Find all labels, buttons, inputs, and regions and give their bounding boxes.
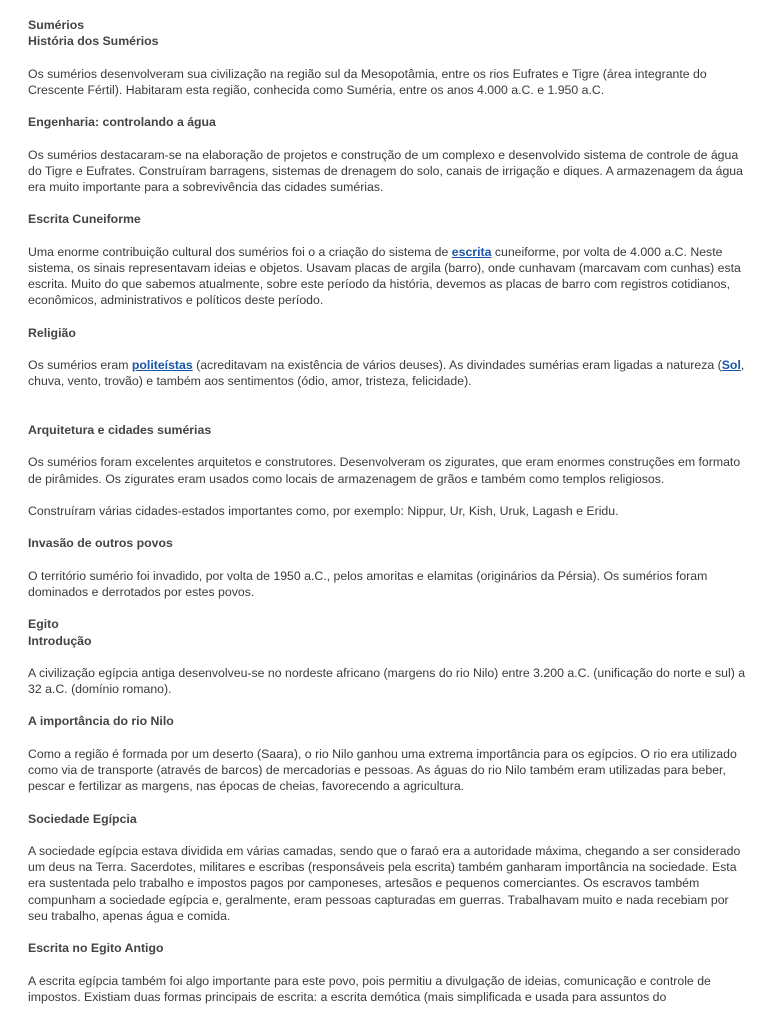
arquitetura-heading: Arquitetura e cidades sumérias <box>28 422 212 437</box>
engenharia-paragraph: Os sumérios destacaram-se na elaboração de projetos e construção de um complexo e desenvolvido sistema de controle de água do Tigre e Eufrates. Construíram barragens, sistemas de drenagem do solo, canais de irrigação e diques. A armazenagem da água era muito importante para a sobrevivência das cidades sumérias. <box>28 147 743 194</box>
spacer <box>28 406 748 422</box>
sol-link[interactable]: Sol <box>721 358 741 373</box>
escrita-egito-heading: Escrita no Egito Antigo <box>28 941 164 956</box>
politeistas-link[interactable]: politeístas <box>131 358 193 373</box>
religiao-text-1: Os sumérios eram <box>28 358 132 373</box>
document-title: Sumérios <box>28 18 85 32</box>
religiao-paragraph <box>28 357 748 389</box>
title-block <box>28 17 748 49</box>
intro-paragraph: Os sumérios desenvolveram sua civilização na região sul da Mesopotâmia, entre os rios Eufrates e Tigre (área integrante do Crescente Fértil). Habitaram esta região, conhecida como Suméria, entre os anos 4.000 a.C. e 1.950 a.C. <box>28 66 707 97</box>
egito-title: Egito <box>28 617 59 632</box>
escrita-heading: Escrita Cuneiforme <box>28 212 141 227</box>
document-subtitle: História dos Sumérios <box>28 34 159 49</box>
engenharia-heading: Engenharia: controlando a água <box>28 115 216 130</box>
egito-title-block <box>28 616 748 648</box>
religiao-text-2: (acreditavam na existência de vários deuses). As divindades sumérias eram ligadas a natureza ( <box>192 358 722 373</box>
escrita-link[interactable]: escrita <box>451 244 492 259</box>
document-page <box>28 17 748 1021</box>
escrita-egito-paragraph: A escrita egípcia também foi algo importante para este povo, pois permitiu a divulgação de ideias, comunicação e controle de impostos. Existiam duas formas principais de escrita: a escrita demótica (mais simplificada e usada para assuntos do <box>28 973 711 1004</box>
nilo-heading: A importância do rio Nilo <box>28 714 174 729</box>
sociedade-paragraph: A sociedade egípcia estava dividida em várias camadas, sendo que o faraó era a autoridade máxima, chegando a ser considerado um deus na Terra. Sacerdotes, militares e escribas (responsáveis pela escrita) também ganharam importância na sociedade. Esta era sustentada pelo trabalho e impostos pagos por camponeses, artesãos e pequenos comerciantes. Os escravos também compunham a sociedade egípcia e, geralmente, eram pessoas capturadas em guerras. Trabalhavam muito e nada recebiam por seu trabalho, apenas água e comida. <box>28 844 741 923</box>
nilo-paragraph: Como a região é formada por um deserto (Saara), o rio Nilo ganhou uma extrema importância para os egípcios. O rio era utilizado como via de transporte (através de barcos) de mercadorias e pessoas. As águas do rio Nilo também eram utilizadas para beber, pescar e fertilizar as margens, nas épocas de cheias, favorecendo a agricultura. <box>28 746 737 794</box>
arquitetura-paragraph: Os sumérios foram excelentes arquitetos e construtores. Desenvolveram os zigurates, que eram enormes construções em formato de pirâmides. Os zigurates eram usados como locais de armazenagem de grãos e também como templos religiosos. <box>28 455 741 486</box>
religiao-heading: Religião <box>28 325 76 340</box>
egito-intro-paragraph: A civilização egípcia antiga desenvolveu-se no nordeste africano (margens do rio Nilo) entre 3.200 a.C. (unificação do norte e sul) a 32 a.C. (domínio romano). <box>28 665 746 697</box>
escrita-text-after: cuneiforme, por volta de 4.000 a.C. Neste sistema, os sinais representavam ideias e objetos. Usavam placas de argila (barro), onde cunhavam (marcavam com cunhas) esta escrita. Muito do que sabemos atualmente, sobre este período da história, devemos as placas de barro com registros cotidianos, econômicos, administrativos e políticos deste período. <box>28 244 741 308</box>
invasao-heading: Invasão de outros povos <box>28 536 173 551</box>
religiao-text-3: , chuva, vento, trovão) e também aos sentimentos (ódio, amor, tristeza, felicidade). <box>28 358 745 389</box>
arquitetura-cities-paragraph: Construíram várias cidades-estados importantes como, por exemplo: Nippur, Ur, Kish, Uruk, Lagash e Eridu. <box>28 503 619 518</box>
escrita-text-before: Uma enorme contribuição cultural dos sumérios foi o a criação do sistema de <box>28 244 452 259</box>
invasao-paragraph: O território sumério foi invadido, por volta de 1950 a.C., pelos amoritas e elamitas (originários da Pérsia). Os sumérios foram dominados e derrotados por estes povos. <box>28 568 708 599</box>
sociedade-heading: Sociedade Egípcia <box>28 811 137 826</box>
egito-subtitle: Introdução <box>28 633 92 648</box>
escrita-paragraph <box>28 244 748 309</box>
